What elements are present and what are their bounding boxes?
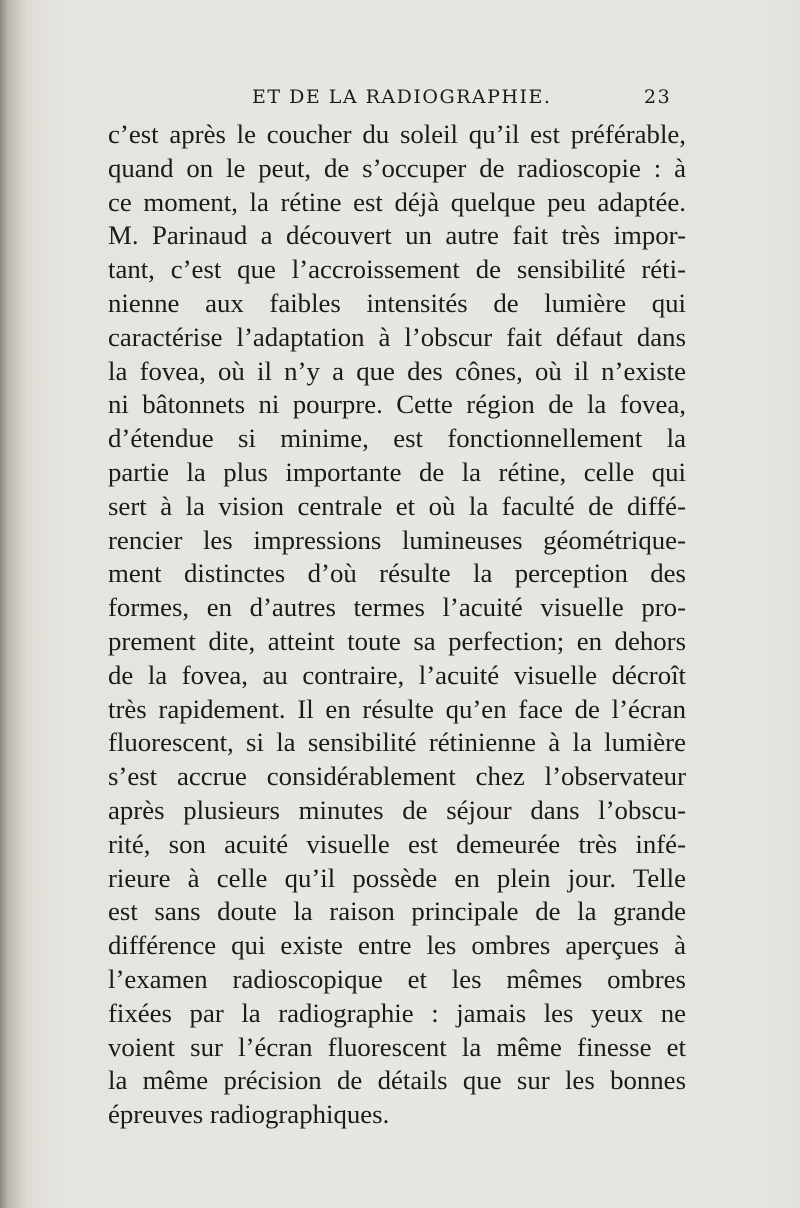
text-line: nienne aux faibles intensités de lumière qui [108, 287, 686, 318]
text-line: tant, c’est que l’accroissement de sensibilité réti- [108, 254, 686, 285]
text-line: fixées par la radiographie : jamais les yeux ne [108, 997, 686, 1028]
text-line: ni bâtonnets ni pourpre. Cette région de la fovea, [108, 389, 686, 420]
text-line: M. Parinaud a découvert un autre fait très impor- [108, 220, 686, 251]
text-line: ce moment, la rétine est déjà quelque peu adaptée. [108, 186, 686, 217]
text-line: voient sur l’écran fluorescent la même finesse et [108, 1031, 686, 1062]
text-line: très rapidement. Il en résulte qu’en face de l’écran [108, 693, 686, 724]
page-number: 23 [644, 86, 672, 108]
text-line: rencier les impressions lumineuses géométrique- [108, 524, 686, 555]
text-line: prement dite, atteint toute sa perfection; en dehors [108, 625, 686, 656]
text-line: épreuves radiographiques. [108, 1099, 390, 1130]
text-line: c’est après le coucher du soleil qu’il est préférable, [108, 119, 686, 149]
text-line: de la fovea, au contraire, l’acuité visuelle décroît [108, 659, 686, 690]
text-line: quand on le peut, de s’occuper de radioscopie : à [108, 152, 686, 183]
text-line: l’examen radioscopique et les mêmes ombres [108, 963, 686, 994]
text-line: s’est accrue considérablement chez l’observateur [108, 761, 686, 792]
binding-edge-shadow [0, 0, 28, 1208]
text-line: partie la plus importante de la rétine, celle qui [108, 456, 686, 487]
text-line: sert à la vision centrale et où la faculté de diffé- [108, 490, 686, 521]
text-line: différence qui existe entre les ombres aperçues à [108, 930, 686, 961]
text-line: la même précision de détails que sur les bonnes [108, 1065, 686, 1096]
text-line: d’étendue si minime, est fonctionnellement la [108, 423, 686, 454]
text-line: caractérise l’adaptation à l’obscur fait défaut dans [108, 321, 686, 352]
text-line: rité, son acuité visuelle est demeurée très infé- [108, 828, 686, 859]
text-line: ment distinctes d’où résulte la perception des [108, 558, 686, 589]
text-line: après plusieurs minutes de séjour dans l’obscu- [108, 794, 686, 825]
running-title: ET DE LA RADIOGRAPHIE. [252, 86, 552, 108]
body-text [108, 118, 686, 1132]
text-line: formes, en d’autres termes l’acuité visuelle pro- [108, 592, 686, 623]
text-line: rieure à celle qu’il possède en plein jour. Telle [108, 862, 686, 893]
text-line: fluorescent, si la sensibilité rétinienne à la lumière [108, 727, 686, 758]
text-line: la fovea, où il n’y a que des cônes, où il n’existe [108, 355, 686, 386]
text-line: est sans doute la raison principale de la grande [108, 896, 686, 927]
